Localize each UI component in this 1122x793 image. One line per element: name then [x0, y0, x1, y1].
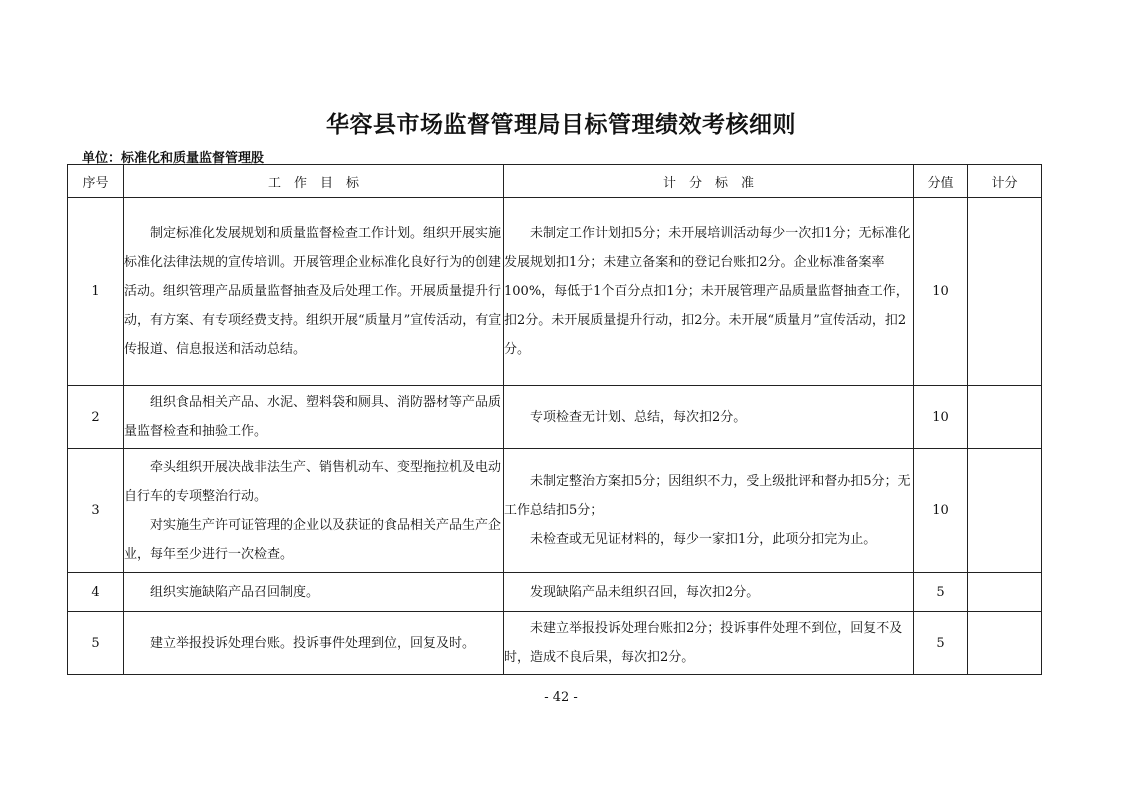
row-number: 3	[68, 449, 124, 573]
work-goal	[124, 449, 504, 573]
scoring-standard	[504, 386, 914, 449]
header-score: 分值	[914, 165, 968, 198]
row-number: 1	[68, 198, 124, 386]
scoring-standard	[504, 612, 914, 675]
points-cell	[968, 573, 1042, 612]
page-title: 华容县市场监督管理局目标管理绩效考核细则	[326, 112, 796, 138]
work-goal-text: 组织实施缺陷产品召回制度。	[150, 584, 320, 600]
score-value: 10	[914, 449, 968, 573]
points-cell	[968, 198, 1042, 386]
work-goal-text: 对实施生产许可证管理的企业以及获证的食品相关产品生产企业，每年至少进行一次检查。	[124, 517, 502, 562]
scoring-standard-text: 未制定整治方案扣5分；因组织不力，受上级批评和督办扣5分；无工作总结扣5分；	[504, 474, 911, 518]
table-row	[68, 198, 1042, 386]
header-goal: 工 作 目 标	[124, 165, 504, 198]
work-goal-text: 建立举报投诉处理台账。投诉事件处理到位，回复及时。	[150, 635, 476, 651]
points-cell	[968, 386, 1042, 449]
points-cell	[968, 612, 1042, 675]
row-number: 5	[68, 612, 124, 675]
scoring-standard	[504, 449, 914, 573]
scoring-standard-text: 未建立举报投诉处理台账扣2分；投诉事件处理不到位，回复不及时，造成不良后果，每次扣2分。	[504, 621, 903, 665]
work-goal-text: 牵头组织开展决战非法生产、销售机动车、变型拖拉机及电动自行车的专项整治行动。	[124, 459, 502, 504]
work-goal	[124, 612, 504, 675]
work-goal	[124, 573, 504, 612]
row-number: 4	[68, 573, 124, 612]
table-row	[68, 573, 1042, 612]
scoring-standard	[504, 573, 914, 612]
points-cell	[968, 449, 1042, 573]
score-value: 5	[914, 612, 968, 675]
work-goal-text: 制定标准化发展规划和质量监督检查工作计划。组织开展实施标准化法律法规的宣传培训。开展管理企业标准化良好行为的创建活动。组织管理产品质量监督抽查及后处理工作。开展质量提升行动，有方案、有专项经费支持。组织开展“质量月”宣传活动，有宣传报道、信息报送和活动总结。	[124, 226, 502, 357]
scoring-standard	[504, 198, 914, 386]
scoring-standard-text: 发现缺陷产品未组织召回，每次扣2分。	[530, 584, 760, 600]
page-number: - 42 -	[544, 690, 578, 705]
header-standard: 计 分 标 准	[504, 165, 914, 198]
unit-line: 单位：标准化和质量监督管理股	[82, 151, 265, 166]
work-goal-text: 组织食品相关产品、水泥、塑料袋和厕具、消防器材等产品质量监督检查和抽验工作。	[124, 395, 502, 439]
header-points: 计分	[968, 165, 1042, 198]
work-goal	[124, 198, 504, 386]
score-value: 5	[914, 573, 968, 612]
table-header-row	[68, 165, 1042, 198]
work-goal	[124, 386, 504, 449]
table-row	[68, 449, 1042, 573]
scoring-standard-text: 未制定工作计划扣5分；未开展培训活动每少一次扣1分；无标准化发展规划扣1分；未建立备案和的登记台账扣2分。企业标准备案率100%，每低于1个百分点扣1分；未开展管理产品质量监督抽查工作，扣2分。未开展质量提升行动，扣2分。未开展“质量月”宣传活动，扣2分。	[504, 226, 911, 357]
header-num: 序号	[68, 165, 124, 198]
score-value: 10	[914, 198, 968, 386]
score-value: 10	[914, 386, 968, 449]
table-row	[68, 386, 1042, 449]
table-row	[68, 612, 1042, 675]
scoring-standard-text: 专项检查无计划、总结，每次扣2分。	[530, 409, 747, 425]
scoring-standard-text: 未检查或无见证材料的，每少一家扣1分，此项分扣完为止。	[530, 532, 877, 547]
assessment-table	[67, 164, 1042, 675]
row-number: 2	[68, 386, 124, 449]
